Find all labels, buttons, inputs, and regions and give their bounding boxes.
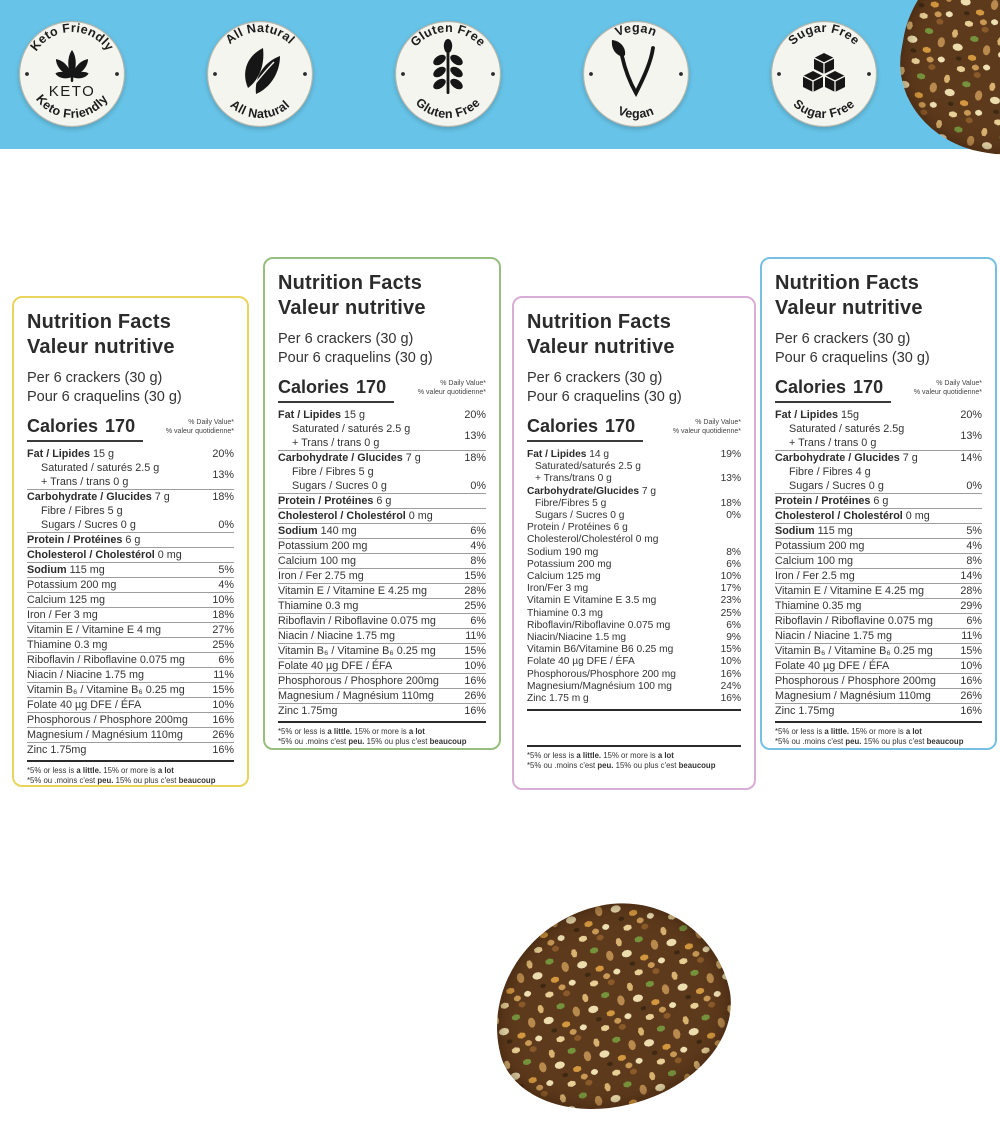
nutrient-row: Iron / Fer 2.75 mg 15% xyxy=(278,570,486,582)
nutrient-rows xyxy=(775,408,982,718)
badge-dot-right xyxy=(491,72,495,76)
daily-value-percent: 28% xyxy=(960,585,982,597)
label-title-fr: Valeur nutritive xyxy=(527,336,675,358)
nutrient-row: Zinc 1.75mg 16% xyxy=(27,744,234,756)
nutrient-row: Phosphorous / Phosphore 200mg 16% xyxy=(775,675,982,687)
nutrient-row: Niacin / Niacine 1.75 mg 11% xyxy=(278,630,486,642)
nutrient-row: Fibre / Fibres 5 g xyxy=(41,505,123,517)
seed-cracker-photo-bottom xyxy=(471,880,750,1132)
daily-value-percent: 5% xyxy=(966,525,982,537)
nutrient-row: Protein / Protéines 6 g xyxy=(27,532,234,547)
nutrient-row: Calcium 125 mg 10% xyxy=(27,594,234,606)
badge-bottom-text: All Natural xyxy=(227,97,293,122)
daily-value-percent: 24% xyxy=(720,680,741,692)
daily-value-percent: 10% xyxy=(720,571,741,583)
daily-value-percent: 20% xyxy=(212,448,234,460)
footnote: *5% or less is a little. 15% or more is a lot *5% ou .moins c'est peu. 15% ou plus c'est beaucoup xyxy=(775,721,982,747)
daily-value-percent: 6% xyxy=(726,619,741,631)
nutrient-row: Magnesium / Magnésium 110mg 26% xyxy=(278,690,486,702)
badge-gluten-free xyxy=(394,20,502,128)
daily-value-percent: 13% xyxy=(720,473,741,485)
nutrition-label-green xyxy=(263,257,501,750)
nutrient-row: Iron/Fer 3 mg 17% xyxy=(527,583,741,595)
daily-value-percent: 10% xyxy=(720,656,741,668)
daily-value-percent: 15% xyxy=(960,645,982,657)
nutrient-row: Sodium 190 mg 8% xyxy=(527,546,741,558)
nutrient-row: Calcium 100 mg 8% xyxy=(775,555,982,567)
daily-value-percent: 27% xyxy=(212,624,234,636)
footnote: *5% or less is a little. 15% or more is a lot *5% ou .moins c'est peu. 15% ou plus c'est beaucoup xyxy=(27,760,234,786)
badge-dot-right xyxy=(867,72,871,76)
daily-value-percent: 16% xyxy=(720,668,741,680)
nutrient-row: Potassium 200 mg 4% xyxy=(278,540,486,552)
nutrient-row: Cholesterol / Cholestérol 0 mg xyxy=(775,508,982,523)
nutrient-row: Niacin/Niacine 1.5 mg 9% xyxy=(527,632,741,644)
nutrient-row: Protein / Protéines 6 g xyxy=(775,493,982,508)
daily-value-percent: 18% xyxy=(720,497,741,509)
nutrient-row: Sugars / Sucres 0 g 0% xyxy=(292,480,486,492)
badge-bottom-text: Vegan xyxy=(616,103,656,122)
nutrient-row: Vitamin E Vitamine E 3.5 mg 23% xyxy=(527,595,741,607)
daily-value-percent: 6% xyxy=(966,615,982,627)
badge-dot-left xyxy=(589,72,593,76)
nutrient-row: Magnesium / Magnésium 110mg 26% xyxy=(27,729,234,741)
daily-value-percent: 25% xyxy=(212,639,234,651)
nutrient-row: Fat / Lipides 15g 20% xyxy=(775,409,982,421)
serving-size-fr: Pour 6 craquelins (30 g) xyxy=(527,389,682,405)
daily-value-percent: 10% xyxy=(960,660,982,672)
nutrient-row: Phosphorous/Phosphore 200 mg 16% xyxy=(527,668,741,680)
daily-value-percent: 16% xyxy=(464,675,486,687)
calories-label: Calories xyxy=(775,377,847,397)
calories-value: 170 xyxy=(853,377,884,397)
nutrient-row: Folate 40 µg DFE / ÉFA 10% xyxy=(775,660,982,672)
daily-value-percent: 8% xyxy=(726,546,741,558)
label-title-fr: Valeur nutritive xyxy=(27,336,175,358)
nutrient-row: Vitamin E / Vitamine E 4 mg 27% xyxy=(27,624,234,636)
nutrient-row: Carbohydrate / Glucides 7 g 14% xyxy=(775,452,982,464)
nutrient-row: Fat / Lipides 15 g 20% xyxy=(278,409,486,421)
serving-size-en: Per 6 crackers (30 g) xyxy=(278,331,414,347)
nutrient-row: Folate 40 µg DFE / ÉFA 10% xyxy=(278,660,486,672)
daily-value-percent: 6% xyxy=(470,525,486,537)
daily-value-percent: 13% xyxy=(212,469,234,481)
nutrient-row: Cholesterol / Cholestérol 0 mg xyxy=(278,508,486,523)
daily-value-percent: 4% xyxy=(966,540,982,552)
daily-value-percent: 26% xyxy=(960,690,982,702)
nutrient-row: Phosphorous / Phosphore 200mg 16% xyxy=(278,675,486,687)
nutrient-row: Saturated / saturés 2.5 g + Trans / trans 0 g 13% xyxy=(41,462,234,488)
daily-value-percent: 15% xyxy=(464,645,486,657)
nutrient-row: Carbohydrate/Glucides 7 g xyxy=(527,485,657,497)
daily-value-percent: 14% xyxy=(960,452,982,464)
badge-dot-left xyxy=(25,72,29,76)
daily-value-percent: 28% xyxy=(464,585,486,597)
nutrient-row: Potassium 200 mg 4% xyxy=(27,579,234,591)
daily-value-percent: 25% xyxy=(720,607,741,619)
badge-sugar-free xyxy=(770,20,878,128)
badge-dot-left xyxy=(213,72,217,76)
badge-bottom-text: Gluten Free xyxy=(413,95,483,122)
daily-value-percent: 9% xyxy=(726,632,741,644)
daily-value-percent: 26% xyxy=(464,690,486,702)
daily-value-percent: 8% xyxy=(966,555,982,567)
nutrient-row: Thiamine 0.3 mg 25% xyxy=(527,607,741,619)
calories-value: 170 xyxy=(105,416,136,436)
nutrient-row: Calcium 125 mg 10% xyxy=(527,571,741,583)
nutrient-row: Saturated / saturés 2.5 g + Trans / trans 0 g 13% xyxy=(292,423,486,449)
serving-size-en: Per 6 crackers (30 g) xyxy=(527,370,663,386)
daily-value-percent: 20% xyxy=(464,409,486,421)
nutrient-row: Vitamin B₆ / Vitamine B₆ 0.25 mg 15% xyxy=(775,645,982,657)
nutrient-row: Folate 40 µg DFE / ÉFA 10% xyxy=(527,656,741,668)
nutrient-row: Riboflavin / Riboflavine 0.075 mg 6% xyxy=(278,615,486,627)
nutrient-row: Protein / Protéines 6 g xyxy=(527,522,628,534)
daily-value-percent: 10% xyxy=(212,594,234,606)
nutrient-row: Iron / Fer 2.5 mg 14% xyxy=(775,570,982,582)
daily-value-percent: 13% xyxy=(464,430,486,442)
footnote: *5% or less is a little. 15% or more is a lot *5% ou .moins c'est peu. 15% ou plus c'est beaucoup xyxy=(527,745,741,771)
daily-value-percent: 6% xyxy=(218,654,234,666)
daily-value-percent: 6% xyxy=(470,615,486,627)
nutrient-row: Vitamin B6/Vitamine B6 0.25 mg 15% xyxy=(527,644,741,656)
calories-row xyxy=(775,377,982,403)
nutrient-row: Carbohydrate / Glucides 7 g 18% xyxy=(27,491,234,503)
nutrient-row: Magnesium/Magnésium 100 mg 24% xyxy=(527,680,741,692)
badge-dot-right xyxy=(115,72,119,76)
daily-value-percent: 15% xyxy=(720,644,741,656)
label-title-en: Nutrition Facts xyxy=(27,311,172,333)
daily-value-percent: 4% xyxy=(218,579,234,591)
nutrient-row: Vitamin B₆ / Vitamine B₆ 0.25 mg 15% xyxy=(278,645,486,657)
badge-dot-left xyxy=(401,72,405,76)
daily-value-percent: 16% xyxy=(960,675,982,687)
label-title-en: Nutrition Facts xyxy=(527,311,672,333)
daily-value-percent: 13% xyxy=(960,430,982,442)
calories-row xyxy=(278,377,486,403)
badge-dot-left xyxy=(777,72,781,76)
daily-value-percent: 10% xyxy=(212,699,234,711)
daily-value-percent: 16% xyxy=(212,714,234,726)
calories-label: Calories xyxy=(278,377,350,397)
nutrient-row: Zinc 1.75 m g 16% xyxy=(527,693,741,705)
top-banner xyxy=(0,0,1000,149)
nutrient-row: Sodium 115 mg 5% xyxy=(27,564,234,576)
nutrient-rows xyxy=(27,447,234,757)
calories-value: 170 xyxy=(605,416,636,436)
nutrient-row: Fat / Lipides 15 g 20% xyxy=(27,448,234,460)
daily-value-percent: 11% xyxy=(213,669,234,681)
nutrition-label-pink xyxy=(512,296,756,790)
daily-value-percent: 25% xyxy=(464,600,486,612)
badge-vegan xyxy=(582,20,690,128)
nutrient-row: Fibre/Fibres 5 g 18% xyxy=(535,497,741,509)
nutrition-label-blue xyxy=(760,257,997,750)
label-title-en: Nutrition Facts xyxy=(775,272,920,294)
badge-top-text: Sugar Free xyxy=(785,20,863,48)
nutrient-row: Potassium 200 mg 6% xyxy=(527,558,741,570)
daily-value-percent: 6% xyxy=(726,558,741,570)
daily-value-percent: 14% xyxy=(960,570,982,582)
calories-label: Calories xyxy=(527,416,599,436)
badge-center-text: KETO xyxy=(48,83,96,100)
daily-value-percent: 18% xyxy=(212,491,234,503)
serving-size-en: Per 6 crackers (30 g) xyxy=(27,370,163,386)
daily-value-percent: 18% xyxy=(464,452,486,464)
badge-top-text: All Natural xyxy=(222,20,298,47)
nutrition-label-yellow xyxy=(12,296,249,787)
daily-value-percent: 4% xyxy=(470,540,486,552)
daily-value-percent: 10% xyxy=(464,660,486,672)
nutrient-row: Sugars / Sucres 0 g 0% xyxy=(535,510,741,522)
badge-dot-right xyxy=(679,72,683,76)
serving-size-en: Per 6 crackers (30 g) xyxy=(775,331,911,347)
nutrient-row: Protein / Protéines 6 g xyxy=(278,493,486,508)
daily-value-percent: 0% xyxy=(218,519,234,531)
nutrient-row: + Trans/trans 0 g 13% xyxy=(535,473,741,485)
nutrient-row: Saturated/saturés 2.5 g xyxy=(535,461,641,473)
daily-value-percent: 15% xyxy=(212,684,234,696)
label-title-fr: Valeur nutritive xyxy=(278,297,426,319)
daily-value-percent: 16% xyxy=(464,705,486,717)
daily-value-note: % Daily Value* % valeur quotidienne* xyxy=(913,380,982,396)
calories-row xyxy=(27,416,234,442)
daily-value-percent: 15% xyxy=(464,570,486,582)
nutrient-row: Sodium 115 mg 5% xyxy=(775,525,982,537)
nutrient-row: Sugars / Sucres 0 g 0% xyxy=(41,519,234,531)
daily-value-percent: 0% xyxy=(966,480,982,492)
nutrient-row: Fibre / Fibres 4 g xyxy=(789,466,871,478)
nutrient-row: Cholesterol / Cholestérol 0 mg xyxy=(27,547,234,562)
divider-line xyxy=(527,709,741,711)
nutrient-row: Fibre / Fibres 5 g xyxy=(292,466,374,478)
daily-value-percent: 29% xyxy=(960,600,982,612)
nutrient-row: Niacin / Niacine 1.75 mg 11% xyxy=(775,630,982,642)
nutrient-row: Folate 40 µg DFE / ÉFA 10% xyxy=(27,699,234,711)
nutrient-row: Thiamine 0.3 mg 25% xyxy=(278,600,486,612)
daily-value-percent: 0% xyxy=(726,510,741,522)
nutrient-row: Vitamin B₆ / Vitamine B₆ 0.25 mg 15% xyxy=(27,684,234,696)
nutrient-row: Thiamine 0.35 mg 29% xyxy=(775,600,982,612)
calories-value: 170 xyxy=(356,377,387,397)
nutrient-row: Sugars / Sucres 0 g 0% xyxy=(789,480,982,492)
nutrient-rows xyxy=(527,449,741,705)
calories-label: Calories xyxy=(27,416,99,436)
nutrient-row: Riboflavin / Riboflavine 0.075 mg 6% xyxy=(27,654,234,666)
calories-row xyxy=(527,416,741,442)
daily-value-percent: 26% xyxy=(212,729,234,741)
badge-dot-right xyxy=(303,72,307,76)
nutrient-row: Riboflavin/Riboflavine 0.075 mg 6% xyxy=(527,619,741,631)
badge-top-text: Vegan xyxy=(613,20,659,40)
daily-value-percent: 11% xyxy=(465,630,486,642)
badge-bottom-text: Keto Friendly xyxy=(33,91,111,122)
nutrient-row: Vitamin E / Vitamine E 4.25 mg 28% xyxy=(278,585,486,597)
daily-value-percent: 8% xyxy=(470,555,486,567)
daily-value-percent: 0% xyxy=(470,480,486,492)
nutrient-row: Iron / Fer 3 mg 18% xyxy=(27,609,234,621)
nutrient-row: Potassium 200 mg 4% xyxy=(775,540,982,552)
footnote: *5% or less is a little. 15% or more is a lot *5% ou .moins c'est peu. 15% ou plus c'est beaucoup xyxy=(278,721,486,747)
badge-keto-friendly xyxy=(18,20,126,128)
daily-value-percent: 17% xyxy=(720,583,741,595)
daily-value-percent: 16% xyxy=(720,693,741,705)
serving-size-fr: Pour 6 craquelins (30 g) xyxy=(278,350,433,366)
nutrient-row: Magnesium / Magnésium 110mg 26% xyxy=(775,690,982,702)
daily-value-percent: 16% xyxy=(960,705,982,717)
nutrient-row: Vitamin E / Vitamine E 4.25 mg 28% xyxy=(775,585,982,597)
nutrient-rows xyxy=(278,408,486,718)
daily-value-note: % Daily Value* % valeur quotidienne* xyxy=(672,419,741,435)
daily-value-percent: 16% xyxy=(212,744,234,756)
daily-value-percent: 18% xyxy=(212,609,234,621)
daily-value-percent: 5% xyxy=(218,564,234,576)
nutrient-row: Calcium 100 mg 8% xyxy=(278,555,486,567)
label-title-en: Nutrition Facts xyxy=(278,272,423,294)
daily-value-percent: 20% xyxy=(960,409,982,421)
nutrient-row: Riboflavin / Riboflavine 0.075 mg 6% xyxy=(775,615,982,627)
serving-size-fr: Pour 6 craquelins (30 g) xyxy=(27,389,182,405)
badge-top-text: Keto Friendly xyxy=(27,20,117,54)
daily-value-percent: 23% xyxy=(720,595,741,607)
nutrient-row: Thiamine 0.3 mg 25% xyxy=(27,639,234,651)
nutrient-row: Saturated / saturés 2.5g + Trans / trans 0 g 13% xyxy=(789,423,982,449)
nutrient-row: Cholesterol/Cholestérol 0 mg xyxy=(527,534,659,546)
nutrient-row: Phosphorous / Phosphore 200mg 16% xyxy=(27,714,234,726)
nutrient-row: Fat / Lipides 14 g 19% xyxy=(527,449,741,460)
nutrient-row: Carbohydrate / Glucides 7 g 18% xyxy=(278,452,486,464)
nutrient-row: Zinc 1.75mg 16% xyxy=(278,705,486,717)
label-title-fr: Valeur nutritive xyxy=(775,297,923,319)
nutrient-row: Zinc 1.75mg 16% xyxy=(775,705,982,717)
nutrient-row: Sodium 140 mg 6% xyxy=(278,525,486,537)
daily-value-note: % Daily Value* % valeur quotidienne* xyxy=(417,380,486,396)
daily-value-percent: 11% xyxy=(961,630,982,642)
serving-size-fr: Pour 6 craquelins (30 g) xyxy=(775,350,930,366)
nutrient-row: Niacin / Niacine 1.75 mg 11% xyxy=(27,669,234,681)
daily-value-percent: 19% xyxy=(720,449,741,460)
badge-bottom-text: Sugar Free xyxy=(790,96,858,122)
daily-value-note: % Daily Value* % valeur quotidienne* xyxy=(165,419,234,435)
badge-top-text: Gluten Free xyxy=(407,20,489,50)
badge-all-natural xyxy=(206,20,314,128)
